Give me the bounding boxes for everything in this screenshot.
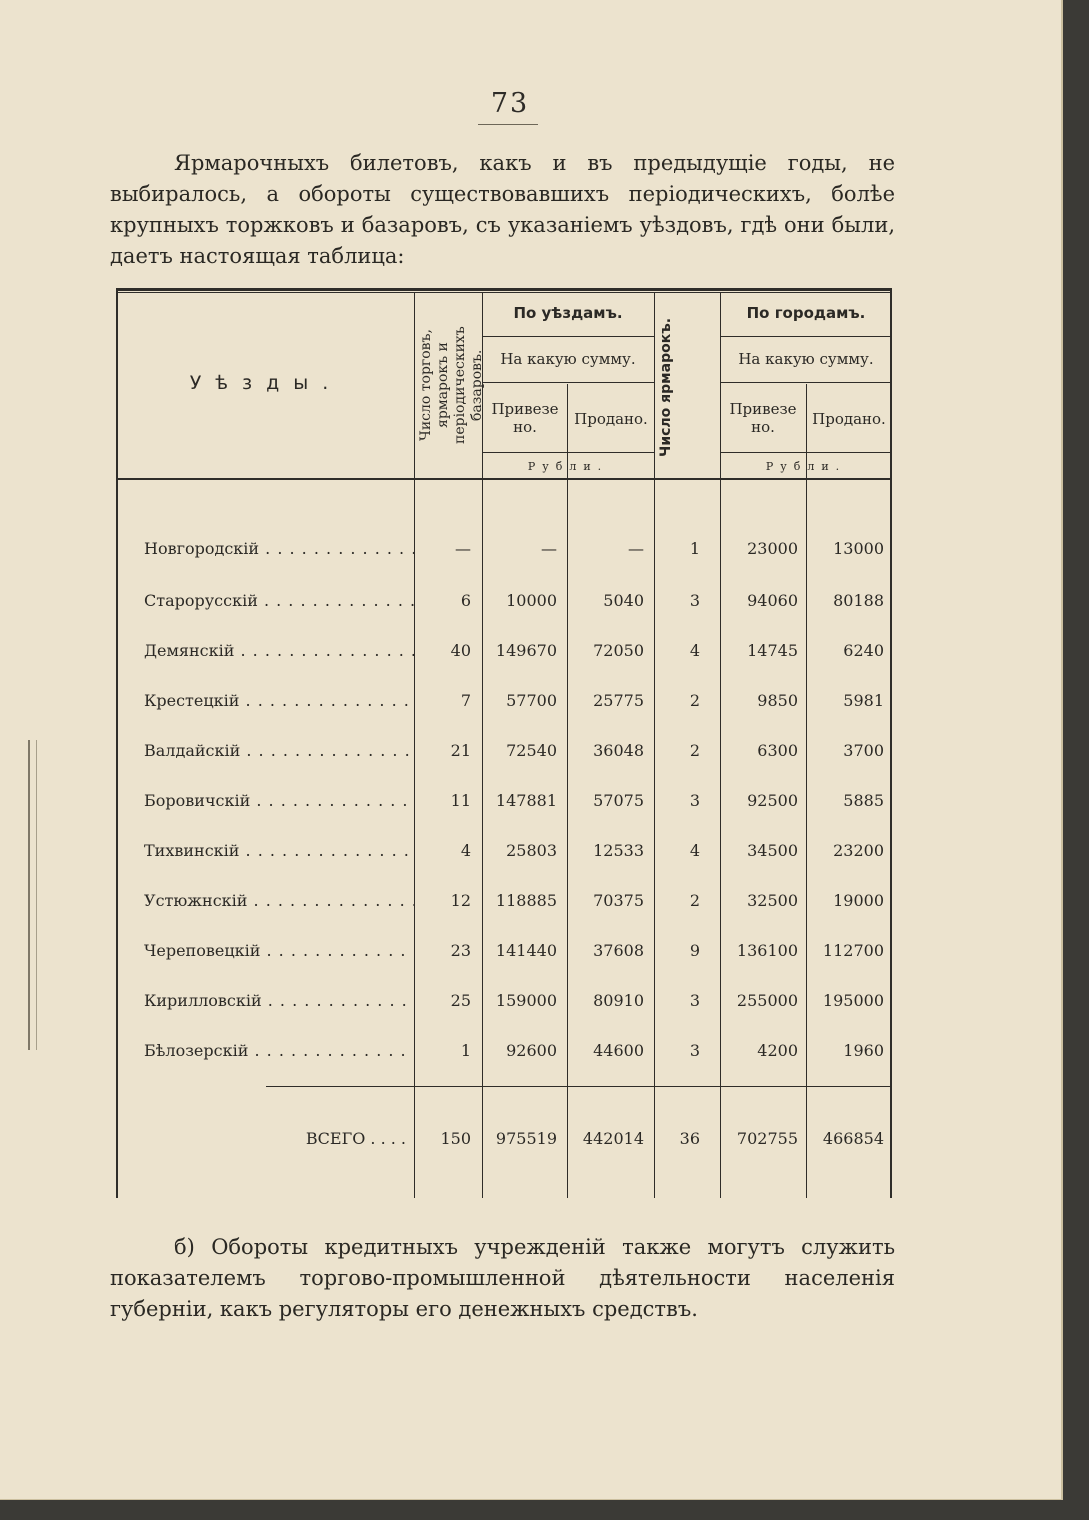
- table-row: [116, 586, 892, 616]
- row-count-fairs: 3: [689, 1041, 700, 1060]
- row-prod-city: 23200: [833, 841, 884, 860]
- row-name: Старорусскій . . .: [144, 586, 414, 616]
- row-prod-city: 5885: [843, 791, 884, 810]
- subheader-uezd-sum: На какую сумму.: [500, 350, 636, 368]
- row-count-fairs: 3: [689, 991, 700, 1010]
- row-prod-uezd: 70375: [593, 891, 644, 910]
- row-prod-uezd: 57075: [593, 791, 644, 810]
- row-name: Новгородскій . . .: [144, 534, 414, 564]
- row-count-trade: 6: [460, 591, 471, 610]
- table-row: [116, 1036, 892, 1066]
- row-name: Боровичскій . . .: [144, 786, 414, 816]
- row-priv-city: 92500: [747, 791, 798, 810]
- row-count-fairs: 4: [689, 641, 700, 660]
- row-priv-uezd: 72540: [506, 741, 557, 760]
- col-header-prod-uezd: Продано.: [574, 410, 648, 428]
- row-priv-uezd: —: [541, 539, 557, 558]
- total-priv-city: 702755: [736, 1129, 798, 1148]
- row-priv-uezd: 159000: [495, 991, 557, 1010]
- row-priv-uezd: 25803: [506, 841, 557, 860]
- table-top-rule: [116, 288, 892, 291]
- total-rule: [266, 1086, 890, 1087]
- table-row: [116, 636, 892, 666]
- row-count-fairs: 4: [689, 841, 700, 860]
- col-header-prod-city: Продано.: [812, 410, 886, 428]
- row-name: Устюжнскій . . .: [144, 886, 414, 916]
- table-row: [116, 686, 892, 716]
- row-count-fairs: 9: [689, 941, 700, 960]
- row-prod-city: 6240: [843, 641, 884, 660]
- row-prod-city: 195000: [822, 991, 884, 1010]
- table-row: [116, 534, 892, 564]
- page-number: 73: [490, 88, 530, 119]
- row-count-trade: 11: [450, 791, 471, 810]
- row-prod-uezd: 36048: [593, 741, 644, 760]
- row-name: Валдайскій . . .: [144, 736, 414, 766]
- row-count-trade: 21: [450, 741, 471, 760]
- row-priv-city: 6300: [757, 741, 798, 760]
- row-count-fairs: 3: [689, 591, 700, 610]
- total-count-fairs: 36: [679, 1129, 700, 1148]
- total-prod-city: 466854: [822, 1129, 884, 1148]
- total-priv-uezd: 975519: [495, 1129, 557, 1148]
- fairs-table: [116, 288, 892, 1198]
- col-header-priv-uezd: Привезено.: [491, 400, 559, 436]
- row-count-fairs: 2: [689, 891, 700, 910]
- row-priv-uezd: 147881: [495, 791, 557, 810]
- row-priv-uezd: 149670: [495, 641, 557, 660]
- city-sub-rule: [720, 382, 892, 383]
- total-count-trade: 150: [440, 1129, 471, 1148]
- outro-paragraph: б) Обороты кредитныхъ учрежденій также могутъ служить показателемъ торгово-промышленной дѣятельности населенія губерніи, какъ регуляторы его денежныхъ средствъ.: [110, 1235, 895, 1321]
- col-header-count-trade: Число торговъ, ярмарокъ и періодическихъ базаровъ.: [418, 326, 485, 444]
- uezd-group-rule: [482, 336, 654, 337]
- row-prod-uezd: 12533: [593, 841, 644, 860]
- row-count-fairs: 1: [689, 539, 700, 558]
- row-prod-uezd: 80910: [593, 991, 644, 1010]
- row-count-trade: 1: [460, 1041, 471, 1060]
- row-priv-city: 255000: [736, 991, 798, 1010]
- row-priv-city: 14745: [747, 641, 798, 660]
- row-name: Череповецкій . . .: [144, 936, 414, 966]
- row-prod-city: 112700: [822, 941, 884, 960]
- row-name: Тихвинскій . . .: [144, 836, 414, 866]
- row-prod-city: 80188: [833, 591, 884, 610]
- row-priv-city: 94060: [747, 591, 798, 610]
- table-row: [116, 986, 892, 1016]
- row-prod-uezd: 25775: [593, 691, 644, 710]
- table-top-rule-thin: [116, 292, 892, 293]
- row-prod-uezd: 44600: [593, 1041, 644, 1060]
- intro-paragraph: Ярмарочныхъ билетовъ, какъ и въ предыдущіе годы, не выбиралось, а обороты существовавшихъ періодическихъ, болѣе крупныхъ торжковъ и базаровъ, съ указаніемъ уѣздовъ, гдѣ они были, даетъ настоящая таблица:: [110, 151, 895, 268]
- row-count-trade: 7: [460, 691, 471, 710]
- row-name: Кирилловскій . . .: [144, 986, 414, 1016]
- row-prod-uezd: —: [628, 539, 644, 558]
- row-priv-city: 34500: [747, 841, 798, 860]
- total-label: ВСЕГО . . . .: [305, 1129, 406, 1148]
- row-priv-uezd: 10000: [506, 591, 557, 610]
- table-row: [116, 836, 892, 866]
- unit-label-uezd: Рубли.: [527, 460, 609, 473]
- row-name: Бѣлозерскій . . .: [144, 1036, 414, 1066]
- row-priv-city: 23000: [747, 539, 798, 558]
- row-prod-uezd: 5040: [603, 591, 644, 610]
- table-row: [116, 736, 892, 766]
- col-header-uezdy: Уѣзды.: [189, 372, 343, 394]
- row-prod-city: 13000: [833, 539, 884, 558]
- row-prod-city: 3700: [843, 741, 884, 760]
- row-priv-uezd: 57700: [506, 691, 557, 710]
- row-priv-uezd: 141440: [495, 941, 557, 960]
- row-priv-city: 32500: [747, 891, 798, 910]
- row-name: Крестецкій . . .: [144, 686, 414, 716]
- row-priv-city: 136100: [736, 941, 798, 960]
- row-prod-uezd: 72050: [593, 641, 644, 660]
- city-unit-rule: [720, 452, 892, 453]
- row-count-fairs: 3: [689, 791, 700, 810]
- row-count-fairs: 2: [689, 741, 700, 760]
- row-prod-city: 19000: [833, 891, 884, 910]
- total-row: [116, 1124, 892, 1154]
- table-row: [116, 786, 892, 816]
- row-count-trade: 12: [450, 891, 471, 910]
- row-prod-city: 5981: [843, 691, 884, 710]
- group-header-uezd: По уѣздамъ.: [513, 304, 623, 322]
- subheader-city-sum: На какую сумму.: [738, 350, 874, 368]
- row-priv-city: 9850: [757, 691, 798, 710]
- col-header-priv-city: Привезено.: [729, 400, 797, 436]
- row-prod-city: 1960: [843, 1041, 884, 1060]
- binding-edge: [28, 740, 37, 1050]
- row-priv-uezd: 118885: [495, 891, 557, 910]
- table-row: [116, 886, 892, 916]
- row-name: Демянскій . . .: [144, 636, 414, 666]
- uezd-sub-rule: [482, 382, 654, 383]
- col-header-count-fairs: Число ярмарокъ.: [658, 317, 674, 457]
- row-priv-city: 4200: [757, 1041, 798, 1060]
- row-count-fairs: 2: [689, 691, 700, 710]
- unit-label-city: Рубли.: [765, 460, 847, 473]
- row-count-trade: —: [455, 539, 471, 558]
- row-priv-uezd: 92600: [506, 1041, 557, 1060]
- uezd-unit-rule: [482, 452, 654, 453]
- group-header-city: По городамъ.: [746, 304, 866, 322]
- row-count-trade: 25: [450, 991, 471, 1010]
- total-prod-uezd: 442014: [582, 1129, 644, 1148]
- page-number-ornament: [478, 124, 538, 125]
- row-count-trade: 4: [460, 841, 471, 860]
- table-row: [116, 936, 892, 966]
- row-count-trade: 23: [450, 941, 471, 960]
- city-group-rule: [720, 336, 892, 337]
- header-bottom-rule: [116, 478, 892, 480]
- row-prod-uezd: 37608: [593, 941, 644, 960]
- row-count-trade: 40: [450, 641, 471, 660]
